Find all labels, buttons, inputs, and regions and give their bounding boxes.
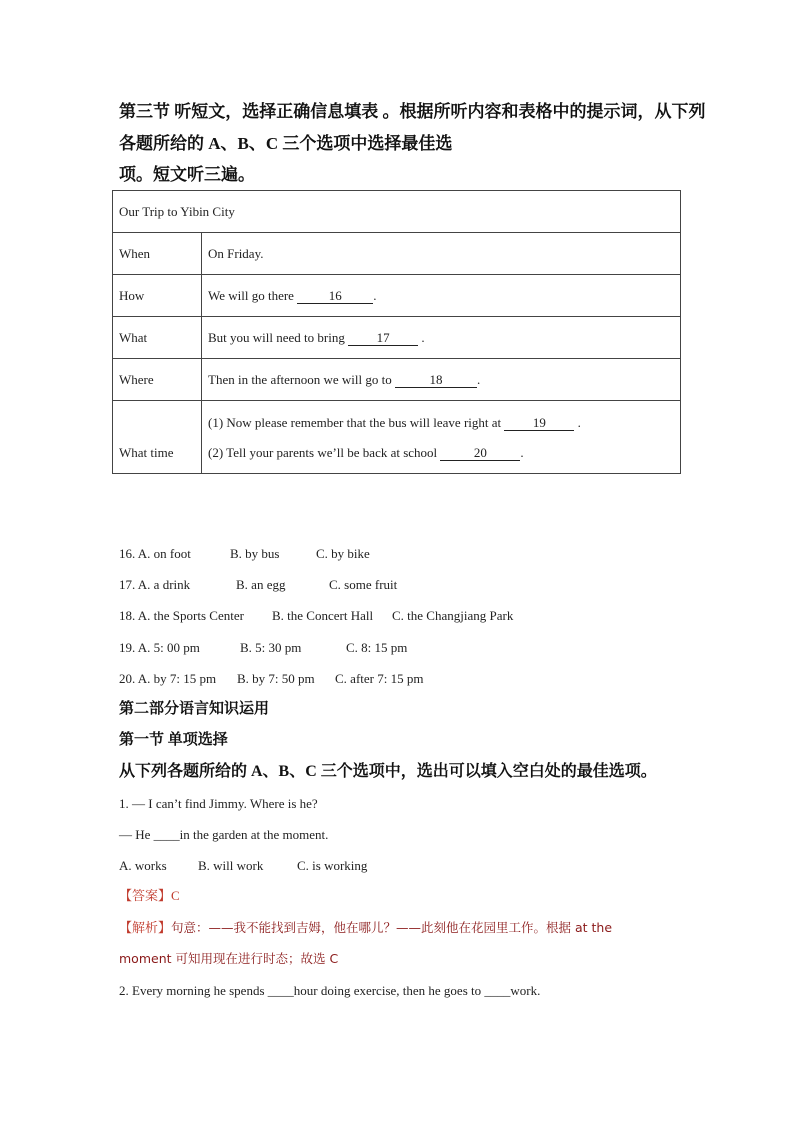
trip-info-table (112, 190, 681, 474)
question-1-answer (119, 889, 180, 903)
table-row (113, 233, 681, 275)
row-content-when (202, 233, 681, 275)
table-row (113, 317, 681, 359)
section3-instruction-line1: 第三节 听短文，选择正确信息填表 。根据所听内容和表格中的提示词，从下列 (119, 102, 706, 121)
blank-18: 18 (395, 373, 477, 388)
row-label-what: What (113, 317, 202, 359)
question-1-options (119, 859, 367, 872)
row-content-what (202, 317, 681, 359)
row-text-end: . (418, 329, 425, 345)
row-text-end: . (477, 371, 481, 387)
table-row (113, 275, 681, 317)
option-20-a: 20. A. by 7: 15 pm (119, 671, 217, 686)
question-20-options (119, 672, 423, 685)
option-20-c: C. after 7: 15 pm (335, 671, 424, 686)
option-20-b: B. by 7: 50 pm (237, 671, 315, 686)
option-19-a: 19. A. 5: 00 pm (119, 640, 200, 655)
section3-instruction-line2: 各题所给的 A、B、C 三个选项中选择最佳选 (119, 134, 453, 153)
row-text-end: . (574, 415, 581, 430)
whattime-line2 (208, 445, 674, 461)
blank-19: 19 (504, 416, 574, 431)
whattime-line1 (208, 415, 674, 431)
row-text-end: . (373, 287, 377, 303)
row-text: On Friday. (208, 245, 264, 261)
part2-title: 第二部分语言知识运用 (119, 701, 270, 717)
option-17-b: B. an egg (236, 577, 286, 592)
question-17-options (119, 578, 397, 591)
option-16-c: C. by bike (316, 546, 370, 561)
option-18-a: 18. A. the Sports Center (119, 608, 244, 623)
row-label-when: When (113, 233, 202, 275)
answer-value: C (171, 888, 180, 903)
option-18-c: C. the Changjiang Park (392, 608, 514, 623)
question-19-options (119, 641, 407, 654)
table-row (113, 359, 681, 401)
row-content-how (202, 275, 681, 317)
table-title: Our Trip to Yibin City (113, 191, 681, 233)
explanation-label: 【解析】 (119, 921, 172, 936)
row-text-end: . (520, 445, 524, 460)
option-1-b: B. will work (198, 858, 264, 873)
section3-instruction-line3: 项。短文听三遍。 (119, 165, 255, 184)
option-1-a: A. works (119, 858, 167, 873)
blank-16: 16 (297, 289, 373, 304)
question-2-line1: 2. Every morning he spends ____hour doing exercise, then he goes to ____work. (119, 983, 541, 998)
question-18-options (119, 609, 513, 622)
row-label-whattime: What time (113, 401, 202, 474)
option-19-b: B. 5: 30 pm (240, 640, 302, 655)
option-18-b: B. the Concert Hall (272, 608, 374, 623)
blank-17: 17 (348, 331, 418, 346)
blank-20: 20 (440, 446, 520, 461)
question-1-explanation-line2: moment 可知用现在进行时态；故选 C (119, 951, 339, 966)
row-text: But you will need to bring (208, 329, 349, 345)
option-16-b: B. by bus (230, 546, 280, 561)
row-label-where: Where (113, 359, 202, 401)
option-19-c: C. 8: 15 pm (346, 640, 408, 655)
row-content-whattime (202, 401, 681, 474)
option-17-a: 17. A. a drink (119, 577, 191, 592)
row-text: (2) Tell your parents we’ll be back at school (208, 445, 441, 460)
answer-label: 【答案】 (119, 889, 172, 904)
row-text: Then in the afternoon we will go to (208, 371, 396, 387)
row-content-where (202, 359, 681, 401)
option-17-c: C. some fruit (329, 577, 398, 592)
explanation-text: 句意：——我不能找到吉姆，他在哪儿？——此刻他在花园里工作。根据 at the (171, 920, 613, 935)
option-16-a: 16. A. on foot (119, 546, 191, 561)
table-row (113, 401, 681, 474)
part2-instruction: 从下列各题所给的 A、B、C 三个选项中，选出可以填入空白处的最佳选项。 (119, 763, 657, 780)
question-16-options (119, 547, 370, 560)
question-1-line2: — He ____in the garden at the moment. (119, 827, 329, 842)
question-1-line1: 1. — I can’t find Jimmy. Where is he? (119, 796, 318, 811)
row-label-how: How (113, 275, 202, 317)
row-text: We will go there (208, 287, 298, 303)
question-1-explanation-line1 (119, 921, 612, 935)
option-1-c: C. is working (297, 858, 368, 873)
row-text: (1) Now please remember that the bus will leave right at (208, 415, 505, 430)
table-title-row (113, 191, 681, 233)
part2-section1-title: 第一节 单项选择 (119, 732, 228, 748)
